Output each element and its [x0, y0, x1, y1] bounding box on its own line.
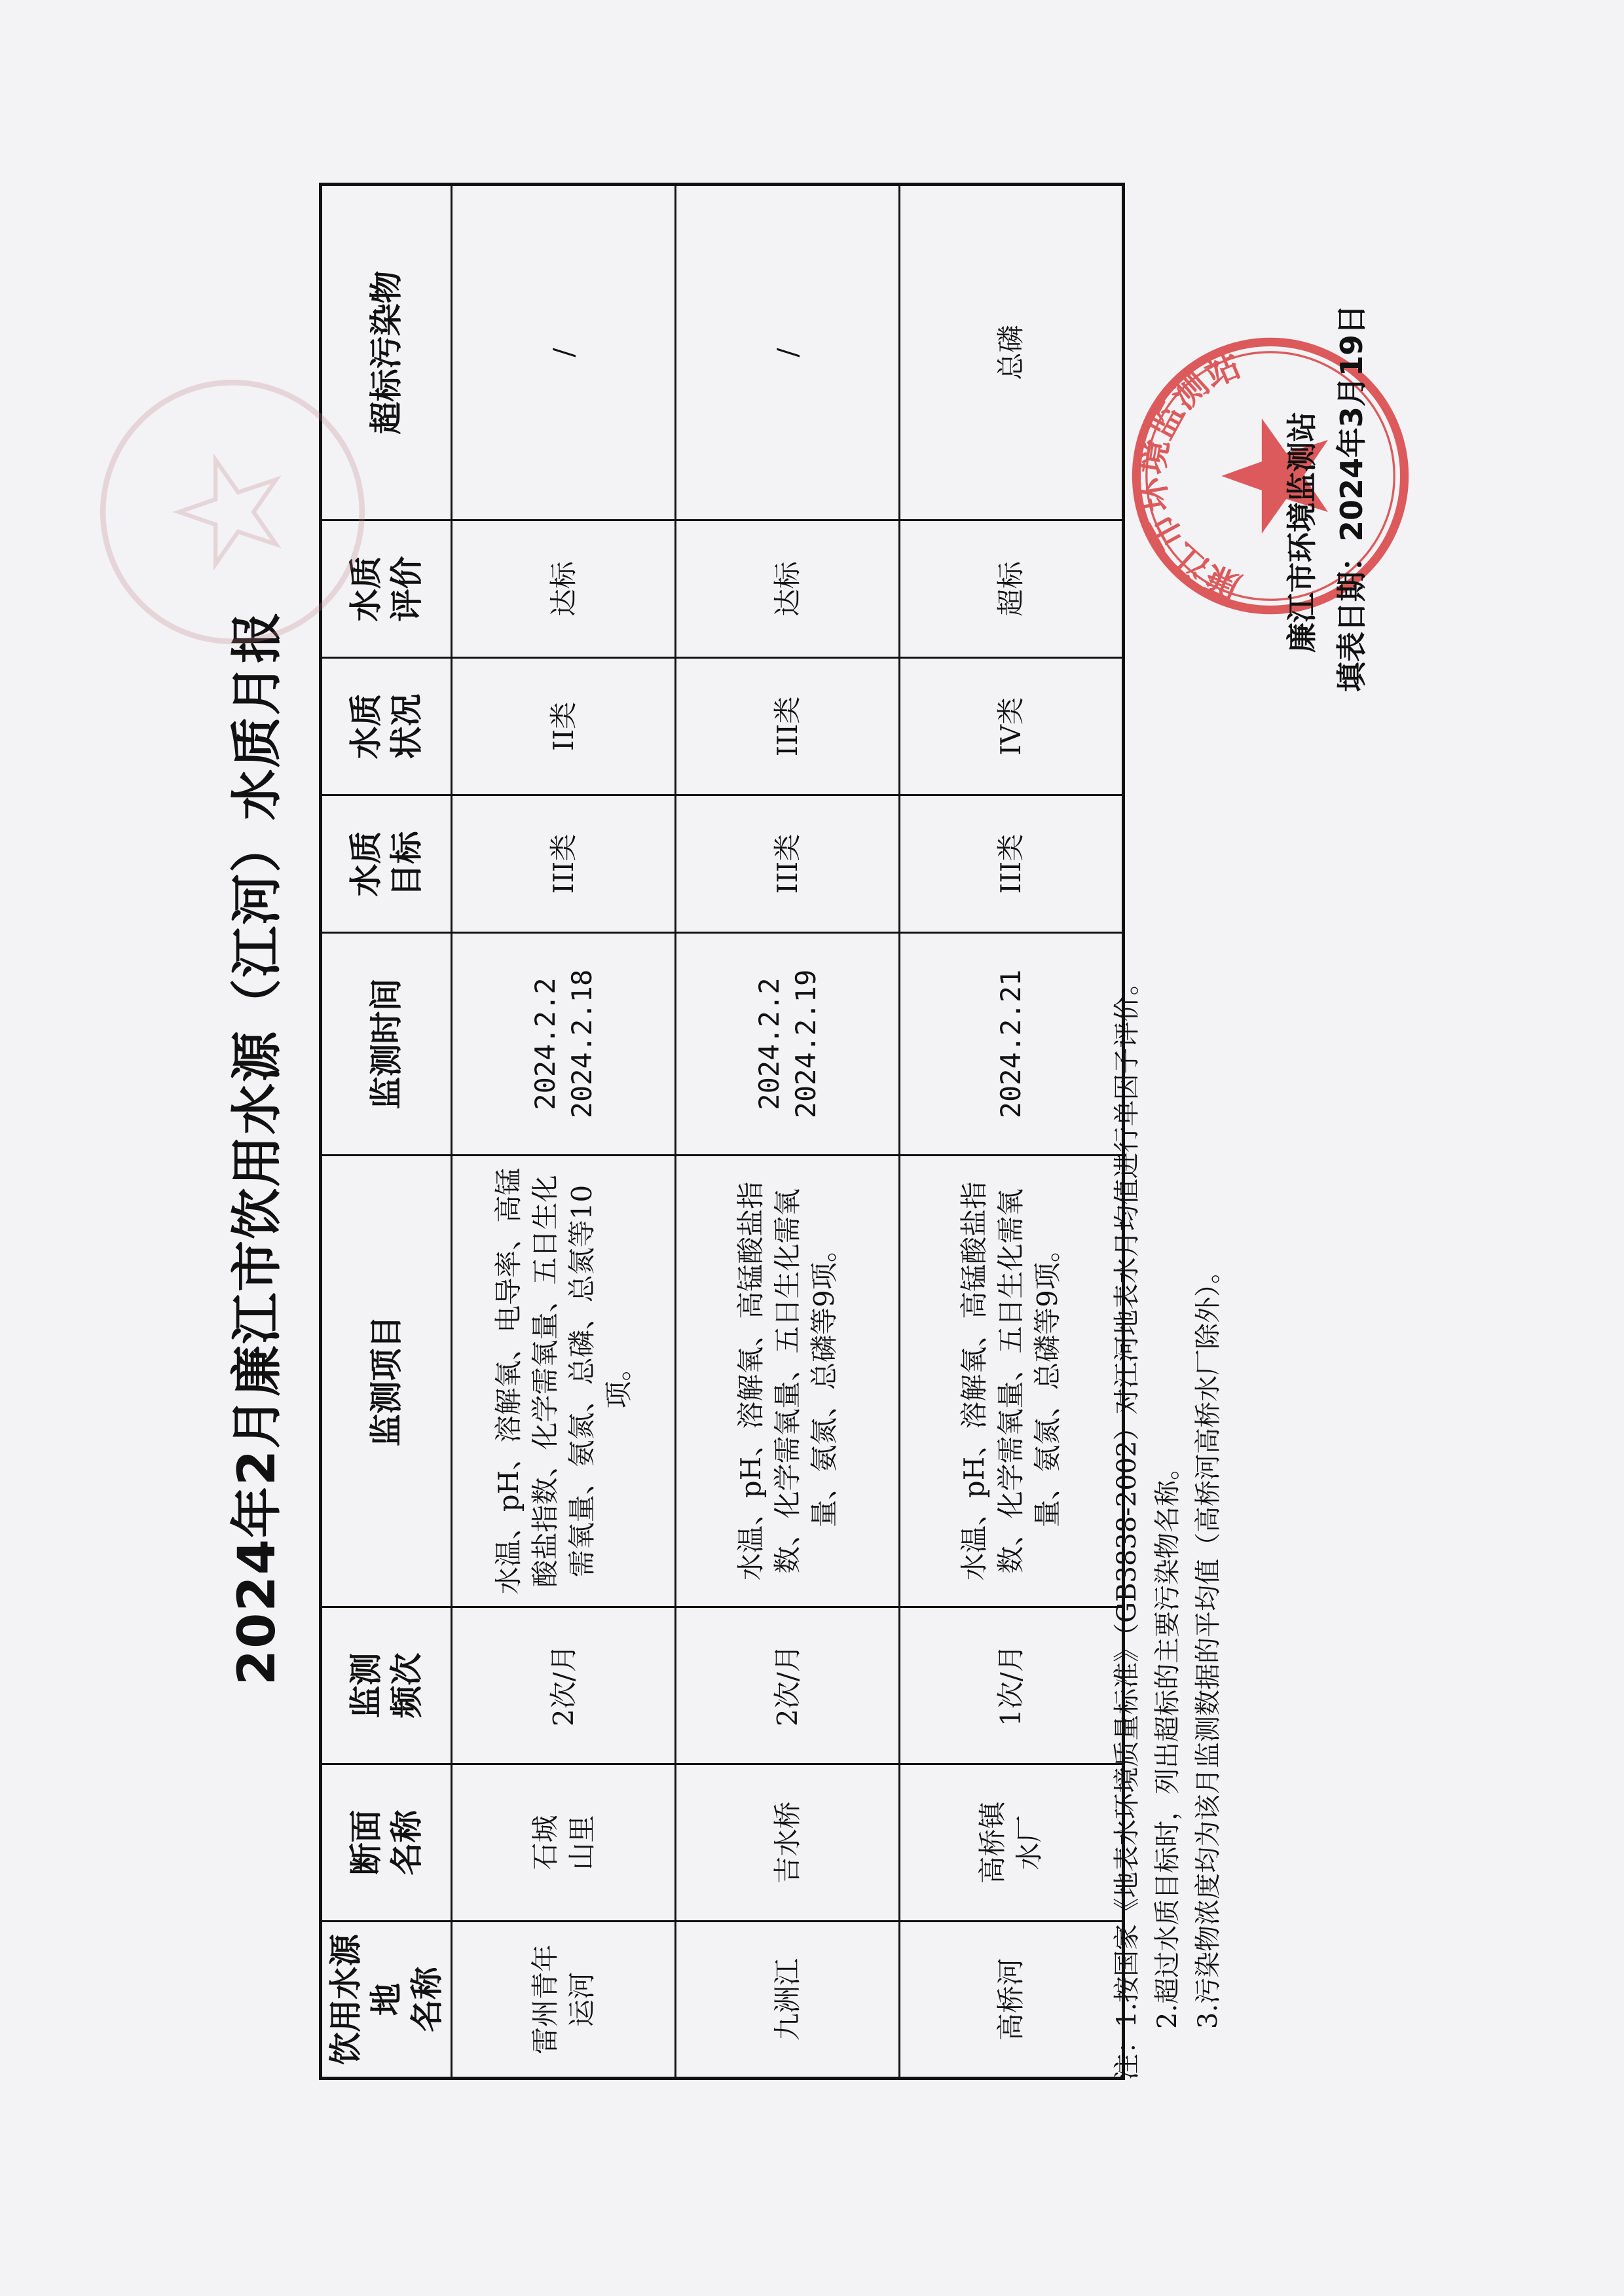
cell-time: 2024.2.2 2024.2.19: [676, 933, 900, 1156]
header-source: 饮用水源地 名称: [321, 1922, 452, 2079]
cell-items: 水温、pH、溶解氧、电导率、高锰酸盐指数、化学需氧量、五日生化需氧量、氨氮、总磷、总氮等10项。: [452, 1156, 676, 1607]
signature-org: 廉江市环境监测站: [1284, 412, 1320, 653]
cell-pollutant: /: [452, 185, 676, 520]
cell-evaluation: 达标: [676, 520, 900, 658]
cell-pollutant: 总磷: [900, 185, 1124, 520]
note-3: 3.污染物浓度均为该月监测数据的平均值（高桥河高桥水厂除外）。: [1193, 1257, 1223, 2029]
svg-text:廉江市环境监测站: 廉江市环境监测站: [1131, 344, 1247, 608]
header-status: 水质 状况: [321, 658, 452, 795]
fill-date: 填表日期：2024年3月19日: [1334, 304, 1369, 692]
header-target: 水质 目标: [321, 795, 452, 933]
header-pollutant: 超标污染物: [321, 185, 452, 520]
report-title: 2024年2月廉江市饮用水源（江河）水质月报: [228, 610, 287, 1686]
cell-target: III类: [452, 795, 676, 933]
cell-source: 九洲江: [676, 1922, 900, 2079]
cell-frequency: 1次/月: [900, 1607, 1124, 1764]
cell-frequency: 2次/月: [452, 1607, 676, 1764]
header-frequency: 监测 频次: [321, 1607, 452, 1764]
note-2: 2.超过水质目标时，列出超标的主要污染物名称。: [1153, 1453, 1183, 2029]
cell-source: 雷州青年 运河: [452, 1922, 676, 2079]
cell-pollutant: /: [676, 185, 900, 520]
cell-status: III类: [676, 658, 900, 795]
note-1: 注：1.按国家《地表水环境质量标准》（GB3838-2002）对江河地表水月均值进行单因子评价。: [1112, 969, 1142, 2080]
cell-time: 2024.2.2 2024.2.18: [452, 933, 676, 1156]
cell-section: 吉水桥: [676, 1764, 900, 1922]
cell-items: 水温、pH、溶解氧、高锰酸盐指数、化学需氧量、五日生化需氧量、氨氮、总磷等9项。: [900, 1156, 1124, 1607]
header-items: 监测项目: [321, 1156, 452, 1607]
header-section: 断面 名称: [321, 1764, 452, 1922]
header-evaluation: 水质 评价: [321, 520, 452, 658]
header-time: 监测时间: [321, 933, 452, 1156]
cell-evaluation: 达标: [452, 520, 676, 658]
cell-evaluation: 超标: [900, 520, 1124, 658]
faint-seal-icon: [92, 371, 373, 653]
cell-target: III类: [900, 795, 1124, 933]
cell-frequency: 2次/月: [676, 1607, 900, 1764]
cell-source: 高桥河: [900, 1922, 1124, 2079]
table-row: [676, 185, 900, 2079]
water-quality-table: [319, 183, 1125, 2080]
cell-items: 水温、pH、溶解氧、高锰酸盐指数、化学需氧量、五日生化需氧量、氨氮、总磷等9项。: [676, 1156, 900, 1607]
cell-status: II类: [452, 658, 676, 795]
cell-section: 石城 山里: [452, 1764, 676, 1922]
table-row: [900, 185, 1124, 2079]
table-row: [452, 185, 676, 2079]
cell-target: III类: [676, 795, 900, 933]
signature-block: [1277, 304, 1376, 692]
cell-section: 高桥镇 水厂: [900, 1764, 1124, 1922]
cell-time: 2024.2.21: [900, 933, 1124, 1156]
cell-status: IV类: [900, 658, 1124, 795]
